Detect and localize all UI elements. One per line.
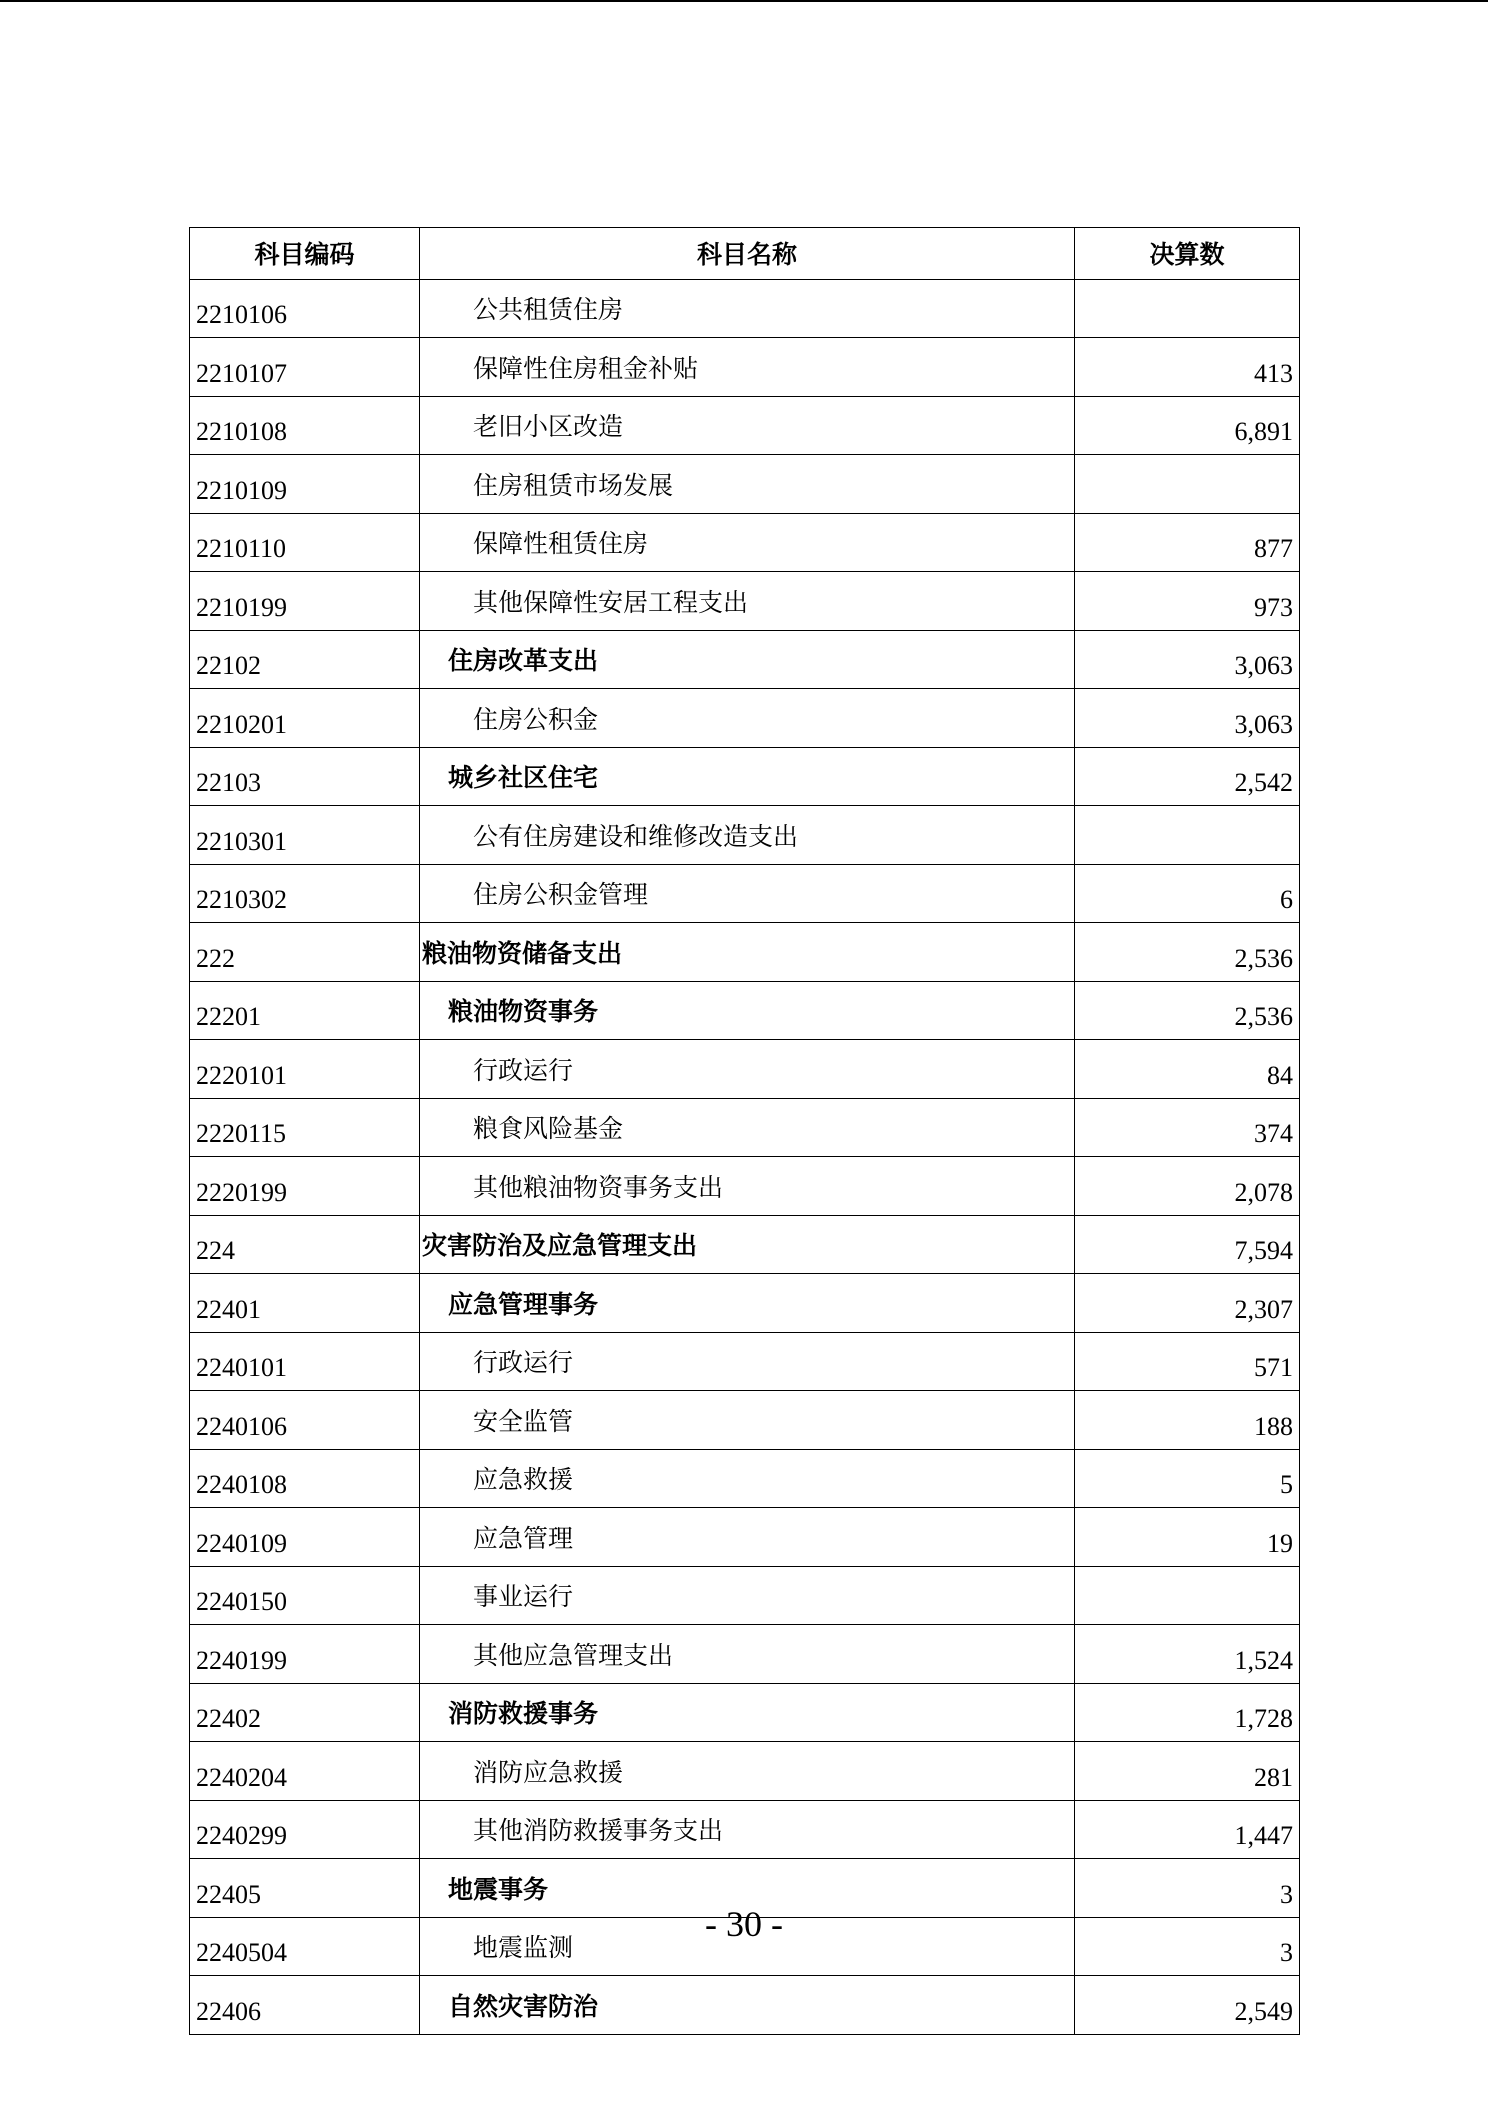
row-name-cell: 其他应急管理支出	[420, 1625, 1075, 1684]
row-name-cell: 应急管理	[420, 1508, 1075, 1567]
table-row	[190, 747, 1300, 806]
row-code-cell: 2240101	[190, 1332, 420, 1391]
row-name-cell: 公有住房建设和维修改造支出	[420, 806, 1075, 865]
row-code-cell: 2240504	[190, 1917, 420, 1976]
row-code-cell: 2240109	[190, 1508, 420, 1567]
table-row	[190, 1742, 1300, 1801]
row-name-cell: 住房公积金管理	[420, 864, 1075, 923]
row-name-cell: 住房租赁市场发展	[420, 455, 1075, 514]
row-amount-cell: 84	[1075, 1040, 1300, 1099]
row-code-cell: 2240106	[190, 1391, 420, 1450]
row-code-cell: 2210201	[190, 689, 420, 748]
row-code-cell: 222	[190, 923, 420, 982]
row-code-cell: 2210106	[190, 279, 420, 338]
row-amount-cell: 3,063	[1075, 689, 1300, 748]
row-amount-cell: 2,542	[1075, 747, 1300, 806]
table-row	[190, 981, 1300, 1040]
table-row	[190, 630, 1300, 689]
row-code-cell: 22201	[190, 981, 420, 1040]
row-name-cell: 城乡社区住宅	[420, 747, 1075, 806]
row-code-cell: 22405	[190, 1859, 420, 1918]
row-name-cell: 行政运行	[420, 1332, 1075, 1391]
row-name-cell: 其他保障性安居工程支出	[420, 572, 1075, 631]
row-name-cell: 灾害防治及应急管理支出	[420, 1215, 1075, 1274]
row-name-cell: 行政运行	[420, 1040, 1075, 1099]
table-row	[190, 1508, 1300, 1567]
row-code-cell: 22103	[190, 747, 420, 806]
row-name-cell: 应急救援	[420, 1449, 1075, 1508]
row-code-cell: 22401	[190, 1274, 420, 1333]
row-name-cell: 消防救援事务	[420, 1683, 1075, 1742]
table-row	[190, 923, 1300, 982]
row-amount-cell: 374	[1075, 1098, 1300, 1157]
table-row	[190, 396, 1300, 455]
row-code-cell: 2220115	[190, 1098, 420, 1157]
row-amount-cell: 1,447	[1075, 1800, 1300, 1859]
row-amount-cell: 2,078	[1075, 1157, 1300, 1216]
table-row	[190, 1391, 1300, 1450]
row-code-cell: 22406	[190, 1976, 420, 2035]
row-code-cell: 2240108	[190, 1449, 420, 1508]
row-amount-cell: 1,524	[1075, 1625, 1300, 1684]
row-code-cell: 2220101	[190, 1040, 420, 1099]
row-amount-cell: 973	[1075, 572, 1300, 631]
row-name-cell: 粮油物资储备支出	[420, 923, 1075, 982]
table-body	[190, 279, 1300, 2034]
header-name: 科目名称	[420, 228, 1075, 280]
row-amount-cell: 3,063	[1075, 630, 1300, 689]
row-amount-cell: 877	[1075, 513, 1300, 572]
table-row	[190, 1683, 1300, 1742]
table-row	[190, 279, 1300, 338]
row-code-cell: 2220199	[190, 1157, 420, 1216]
table-header	[190, 228, 1300, 280]
row-name-cell: 住房改革支出	[420, 630, 1075, 689]
row-name-cell: 安全监管	[420, 1391, 1075, 1450]
row-amount-cell	[1075, 806, 1300, 865]
row-amount-cell	[1075, 455, 1300, 514]
header-row	[190, 228, 1300, 280]
row-amount-cell: 2,536	[1075, 981, 1300, 1040]
row-code-cell: 2210302	[190, 864, 420, 923]
row-code-cell: 2210110	[190, 513, 420, 572]
row-amount-cell: 6,891	[1075, 396, 1300, 455]
table-row	[190, 1976, 1300, 2035]
table-row	[190, 513, 1300, 572]
table-row	[190, 455, 1300, 514]
row-name-cell: 保障性住房租金补贴	[420, 338, 1075, 397]
row-code-cell: 2210301	[190, 806, 420, 865]
table-row	[190, 1800, 1300, 1859]
row-amount-cell: 571	[1075, 1332, 1300, 1391]
row-name-cell: 地震事务	[420, 1859, 1075, 1918]
row-code-cell: 2210199	[190, 572, 420, 631]
table-row	[190, 1157, 1300, 1216]
row-code-cell: 224	[190, 1215, 420, 1274]
top-border-line	[0, 0, 1488, 2]
table-row	[190, 1098, 1300, 1157]
row-code-cell: 2210108	[190, 396, 420, 455]
row-amount-cell: 281	[1075, 1742, 1300, 1801]
row-name-cell: 老旧小区改造	[420, 396, 1075, 455]
row-code-cell: 2240204	[190, 1742, 420, 1801]
row-amount-cell: 6	[1075, 864, 1300, 923]
row-name-cell: 保障性租赁住房	[420, 513, 1075, 572]
row-amount-cell: 3	[1075, 1917, 1300, 1976]
row-amount-cell	[1075, 279, 1300, 338]
row-code-cell: 22402	[190, 1683, 420, 1742]
row-name-cell: 粮油物资事务	[420, 981, 1075, 1040]
row-amount-cell: 7,594	[1075, 1215, 1300, 1274]
row-name-cell: 消防应急救援	[420, 1742, 1075, 1801]
table-row	[190, 1215, 1300, 1274]
table-row	[190, 806, 1300, 865]
row-amount-cell: 3	[1075, 1859, 1300, 1918]
row-code-cell: 2210107	[190, 338, 420, 397]
table-row	[190, 1274, 1300, 1333]
row-amount-cell: 2,549	[1075, 1976, 1300, 2035]
row-name-cell: 其他消防救援事务支出	[420, 1800, 1075, 1859]
table-row	[190, 1332, 1300, 1391]
row-amount-cell: 2,307	[1075, 1274, 1300, 1333]
row-amount-cell: 2,536	[1075, 923, 1300, 982]
table-row	[190, 1566, 1300, 1625]
header-code: 科目编码	[190, 228, 420, 280]
row-code-cell: 2240299	[190, 1800, 420, 1859]
row-name-cell: 粮食风险基金	[420, 1098, 1075, 1157]
row-code-cell: 2210109	[190, 455, 420, 514]
header-amount: 决算数	[1075, 228, 1300, 280]
row-amount-cell: 188	[1075, 1391, 1300, 1450]
row-amount-cell: 19	[1075, 1508, 1300, 1567]
table-row	[190, 338, 1300, 397]
row-name-cell: 地震监测	[420, 1917, 1075, 1976]
row-code-cell: 2240199	[190, 1625, 420, 1684]
budget-table	[189, 227, 1300, 2035]
row-amount-cell: 5	[1075, 1449, 1300, 1508]
table-row	[190, 689, 1300, 748]
page-number: - 30 -	[705, 1904, 783, 1944]
row-code-cell: 2240150	[190, 1566, 420, 1625]
table-row	[190, 864, 1300, 923]
table-row	[190, 1040, 1300, 1099]
row-amount-cell: 1,728	[1075, 1683, 1300, 1742]
row-name-cell: 自然灾害防治	[420, 1976, 1075, 2035]
row-name-cell: 应急管理事务	[420, 1274, 1075, 1333]
row-code-cell: 22102	[190, 630, 420, 689]
row-name-cell: 其他粮油物资事务支出	[420, 1157, 1075, 1216]
row-name-cell: 公共租赁住房	[420, 279, 1075, 338]
row-name-cell: 事业运行	[420, 1566, 1075, 1625]
row-amount-cell: 413	[1075, 338, 1300, 397]
row-name-cell: 住房公积金	[420, 689, 1075, 748]
table-row	[190, 1449, 1300, 1508]
table-row	[190, 1625, 1300, 1684]
row-amount-cell	[1075, 1566, 1300, 1625]
table-row	[190, 572, 1300, 631]
